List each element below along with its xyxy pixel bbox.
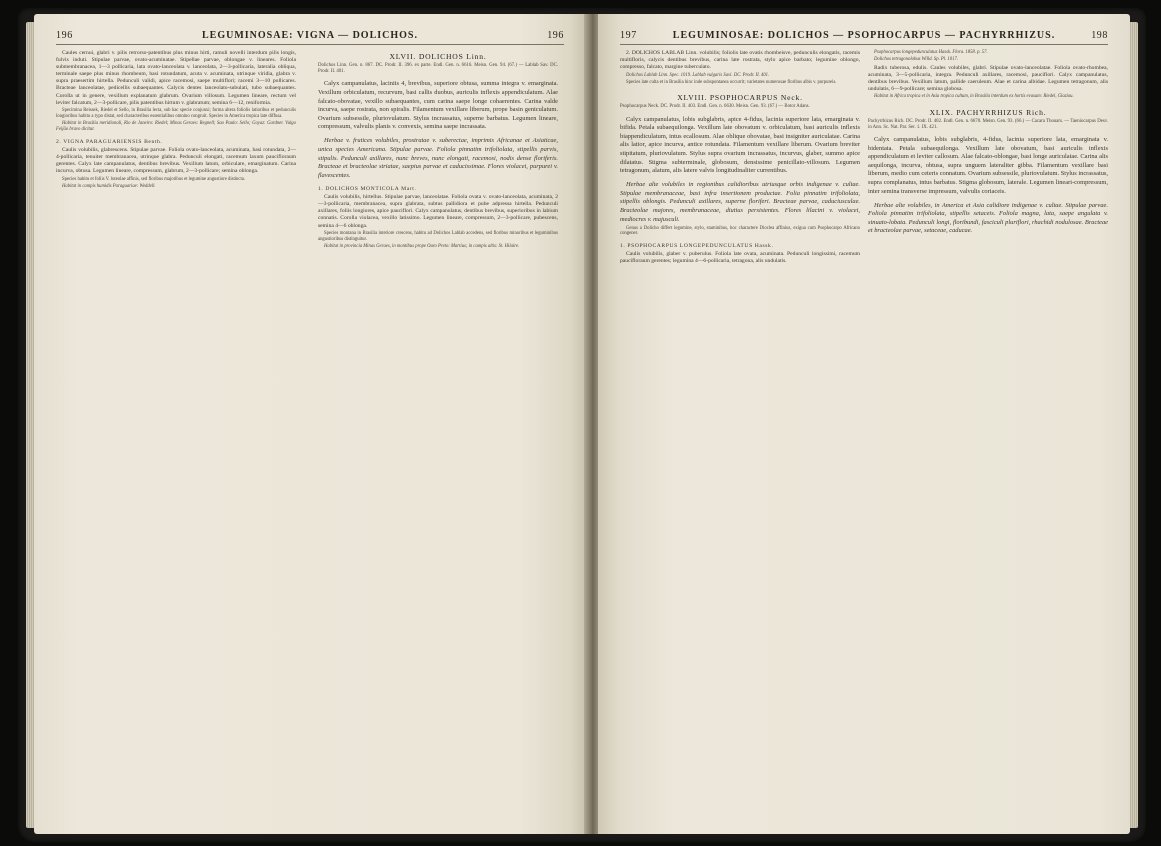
genus-title: XLVII. DOLICHOS Linn. bbox=[389, 52, 487, 61]
text-column-2 bbox=[318, 50, 558, 252]
right-page bbox=[598, 14, 1130, 834]
paragraph-note: Species late culta et in Brasilia hinc inde subspontanea occurrit; varietates numerosae floribus albis v. purpureis. bbox=[626, 79, 837, 85]
genus-description: Calyx campanulatus, lobis subglabris, 4-fidus, lacinia superiore lata, emarginata v. bidentata. Petala subaequilonga. Vexillum late obovatum, basi auriculis inflexis appendiculatum et leviter callosum. Alae falcato-oblongae, basi longe auriculatae. Carina alis aequilonga, incurva, obtusa, supra unguem lateraliter gibba. Filamentum vexillare basi liberum, medio cum ceteris connatum. Ovarium subsessile, pluriovulatum. Stylus incrassatus, supra complanatus, intus barbatus. Stigma globosum, laterale. Legumen lineari-compressum, inter semina transverse impressum, valvulis coriaceis. bbox=[868, 136, 1108, 195]
genus-citation: Psophocarpus Neck. DC. Prodr. II. 403. Endl. Gen. n. 6630. Meisn. Gen. 93. (67.) — Botor Adans. bbox=[620, 104, 810, 110]
running-header bbox=[620, 30, 1108, 42]
species-title: 1. PSOPHOCARPUS LONGEPEDUNCULATUS Hassk. bbox=[620, 242, 774, 249]
synonym-note: Dolichos Lablab Linn. Spec. 1019. Lablab vulgaris Savi. DC. Prodr. II. 401. bbox=[626, 72, 770, 78]
header-rule bbox=[56, 44, 564, 45]
open-book bbox=[18, 8, 1146, 842]
text-column-1 bbox=[620, 50, 860, 267]
paragraph-note: Species habitu et foliis V. luteolae affinis, sed floribus majoribus et legumine angustiore distincta. bbox=[62, 176, 246, 182]
left-page bbox=[34, 14, 586, 834]
page-number-secondary: 198 bbox=[1091, 30, 1108, 41]
habitat-note: Habitat in campis humidis Paraguariae: Weddell. bbox=[62, 184, 156, 190]
page-number: 196 bbox=[56, 30, 73, 41]
running-head-title: LEGUMINOSAE: VIGNA — DOLICHOS. bbox=[202, 30, 418, 41]
paragraph: Caulis volubilis, hirtellus. Stipulae parvae, lanceolatae. Foliola ovata v. ovato-lanceolata, acuminata, 2—3-pollicaria, membranacea, supra glabrata, subtus pallidiora et pube adpressa hirtella. Pedunculi axillares, foliis longiores, apice pauciflori. Calyx campanulatus, dentibus brevibus, superioribus in labium connatis. Corolla violacea, vexillo latissimo. Legumen lineare, compressum, 2—3-pollicare, pubescens, semina 4—6 oblonga. bbox=[318, 194, 558, 229]
species-title: 2. VIGNA PARAGUARIENSIS Benth. bbox=[56, 138, 163, 145]
paragraph: Radix tuberosa, edulis. Caules volubiles, glabri. Stipulae ovato-lanceolatae. Foliola ovato-rhombea, acuminata, 3—5-pollicaria, integra. Pedunculi axillares, racemosi, pauciflori. Calyx campanulatus, dentibus brevibus. Vexillum latum, pallide caeruleum. Alae et carina albidae. Legumen tetragonum, alis undulatis, 6—9-pollicare; semina globosa. bbox=[868, 64, 1108, 92]
paragraph: 2. DOLICHOS LABLAB Linn. volubilis; foliolis late ovatis rhombeisve, pedunculis elongatis, racemis multifloris, calycis dentibus brevibus, carina late rostrata, stylo apice barbato; legumine oblongo, compresso, falcato, margine tuberculato. bbox=[620, 50, 860, 71]
species-title: 1. DOLICHOS MONTICOLA Mart. bbox=[318, 185, 417, 192]
page-edges-left bbox=[26, 22, 34, 828]
genus-title: XLIX. PACHYRRHIZUS Rich. bbox=[929, 107, 1047, 117]
page-number: 197 bbox=[620, 30, 637, 41]
text-column-1 bbox=[56, 50, 296, 191]
habitat-note: Habitat in Brasilia meridionali, Rio de Janeiro: Riedel; Minas Geraes: Regnell; Sao Paulo: Sello; Goyaz: Gardner. Vulgo Feijão bravo dicitur. bbox=[56, 121, 296, 133]
paragraph-note: Specimina Reissek, Riedel et Sello, in Brasilia lecta, sub hac specie conjunxi; forma altera foliolis latioribus et pedunculis longioribus habitu a typo distat, sed characteribus essentialibus omnino congruit. Species in America tropica late diffusa. bbox=[56, 108, 296, 120]
genus-citation: Pachyrrhizus Rich. DC. Prodr. II. 402. Endl. Gen. n. 6670. Meisn. Gen. 93. (66.) — Cacara Thouars. — Taeniocarpus Desv. in Ann. Sc. Nat. Par. Ser. 1. IX. 421. bbox=[868, 118, 1108, 130]
genus-habit: Herbae alte volubiles in regionibus calidioribus utriusque orbis indigenae v. cultae. Stipulae membranaceae, basi infra insertionem productae. Folia pinnatim trifoliolata, stipellis oblongis. Pedunculi axillares, superne floriferi. Bracteae parvae, caduciusculae. Bracteolae majores, membranaceae, diutius persistentes. Flores lilacini v. violacei, mediocres v. majusculi. bbox=[620, 181, 860, 223]
synonym-note: Dolichos tetragonolobus Willd. Sp. Pl. 1017. bbox=[874, 57, 958, 63]
paragraph: Caules cernui, glabri v. pilis retrorso-patentibus plus minus hirti, ramuli novelli interdum pilis longis, fulvis induti. Stipulae parvae, ovato-acuminatae. Stipellae parvae, oblongae v. lineares. Foliola submembranacea, 1—3 pollicaria, lata ovato-lanceolata v. lanceolata, 2—3-pollicaria, lateralia obliqua, terminale saepe plus minus rhombeum, basi rotundatum, acuta v. acuminata, utrinque viridia, glabra v. supra praesertim hirtella. Pedunculi validi, apice racemosi, saepe multiflori; racemi 3—10 pollicares. Bracteae lanceolatae, pedicellis subaequantes. Calycis dentes lanceolato-subulati, tubo subaequantes. Corolla ut in genere, vexillum explanatum glabrum. Ovarium villosum. Legumen lineare, rectum vel leviter falcatum, 2—3-pollicare, pilis patentibus hirtum v. glabratum; semina 6—12, reniformia. bbox=[56, 50, 296, 106]
genus-habit: Herbae v. frutices volubiles, prostratae v. suberectae, imprimis Africanae et Asiaticae, unica species Americana. Stipulae parvae. Foliola pinnatim trifoliolata, stipellis parvis, stipulis. Pedunculi axillares, nunc breves, nunc elongati, racemosi, nodis dense floriferis. Bracteae et bracteolae striatae, saepius parvae et caducissimae. Flores violacei, purpurei v. flavescentes. bbox=[318, 137, 558, 179]
genus-description: Calyx campanulatus, lobis subglabris, apice 4-fidus, lacinia superiore lata, emarginata v. bifida. Petala subaequilonga. Vexillum late obovatum v. orbiculatum, basi auriculis inflexis biappendiculatum, intus ecallosum. Alae oblique obovatae, basi insigniter auriculatae. Carina alis latior, apice incurva, antice rotundata. Filamentum vexillare liberum. Ovarium breviter stipitatum, pluriovulatum. Stylus supra ovarium incrassatus, incurvus, glaber, summo apice dilatatus. Stigma subterminale, globosum, densissime penicillato-villosum. Legumen tetragonum, alatum, alis latere valvis longitudinaliter currentibus. bbox=[620, 115, 860, 175]
running-header bbox=[56, 30, 564, 42]
genus-title: XLVIII. PSOPHOCARPUS Neck. bbox=[677, 93, 803, 103]
genus-habit: Herbae alte volubiles, in America et Asia calidiore indigenae v. cultae. Stipulae parvae. Foliola pinnatim trifoliolata, stipellis setaceis. Foliola magna, lata, saepe angulata v. sinuato-lobata. Pedunculi longi, floribundi, fasciculi pluriflori, rhachidi nodulosae. Bracteae et bracteolae parvae, setaceae, caducae. bbox=[868, 201, 1108, 235]
text-column-2 bbox=[868, 50, 1108, 237]
page-number-secondary: 196 bbox=[547, 30, 564, 41]
running-head-title: LEGUMINOSAE: DOLICHOS — PSOPHOCARPUS — PACHYRRHIZUS. bbox=[672, 30, 1056, 41]
habitat-note: Habitat in Africa tropica et in Asia tropica cultum, in Brasilia interdum ex hortis evasum: Riedel, Glaziou. bbox=[874, 94, 1074, 100]
paragraph: Caulis volubilis, glaber v. puberulus. Foliola late ovata, acuminata. Pedunculi longissimi, racemum paucifloraum gerentes; legumina 4—6-pollicaria, tetragona, alis undulatis. bbox=[620, 251, 860, 265]
page-edges-right bbox=[1130, 22, 1138, 828]
synonym-note: Psophocarpus longepedunculatus Hassk. Flora. 1858. p. 57. bbox=[874, 50, 988, 55]
header-rule bbox=[620, 44, 1108, 45]
paragraph-note: Species montana in Brasilia interiore crescens, habitu ad Dolichos Lablab accedens, sed floribus minoribus et leguminibus angustioribus distinguitur. bbox=[318, 231, 558, 242]
paragraph-note: Genus a Dolicho differt legumine, stylo, staminibus, hoc charactere Dioclea affinius, exigua cum Psophocarpo Africano congener. bbox=[620, 225, 860, 237]
genus-description: Calyx campanulatus, laciniis 4, brevibus, superiore obtusa, summa integra v. emarginata. Vexillum orbiculatum, recurvum, basi callis duobus, auriculis inflexis appendiculatum. Alae falcato-obovatae, vexillo subaequantes, cum carina saepe longe cohaerentes. Carina valde incurva, saepe rostrata, non spiralis. Filamentum vexillare liberum, prope basin geniculatum. Ovarium subsessile, pluriovulatum. Stylus incrassatus, superne barbatus. Legumen lineare, compressum, valvulis planis v. convexis, semina saepe incrassata. bbox=[318, 80, 558, 131]
genus-citation: Dolichos Linn. Gen. n. 867. DC. Prodr. II. 396. ex parte. Endl. Gen. n. 6616. Meisn. Gen. 94. (67.) — Lablab Sav. DC. Prodr. II. 401. bbox=[318, 63, 558, 74]
habitat-note: Habitat in provincia Minas Geraes, in montibus prope Ouro Preto: Martius; in campis altis: St. Hilaire. bbox=[324, 244, 520, 250]
paragraph: Caulis volubilis, glabrescens. Stipulae parvae. Foliola ovato-lanceolata, acuminata, basi rotundata, 2—4-pollicaria, tenuiter membranacea, utrinque glabra. Pedunculi elongati, racemum laxum paucifloraum gerentes. Calyx late campanulatus, dentibus brevibus. Vexillum latum, orbiculare, emarginatum. Carina incurva, obtusa. Legumen lineare, compressum, glabrum, 2—3-pollicare; semina oblonga. bbox=[56, 147, 296, 175]
